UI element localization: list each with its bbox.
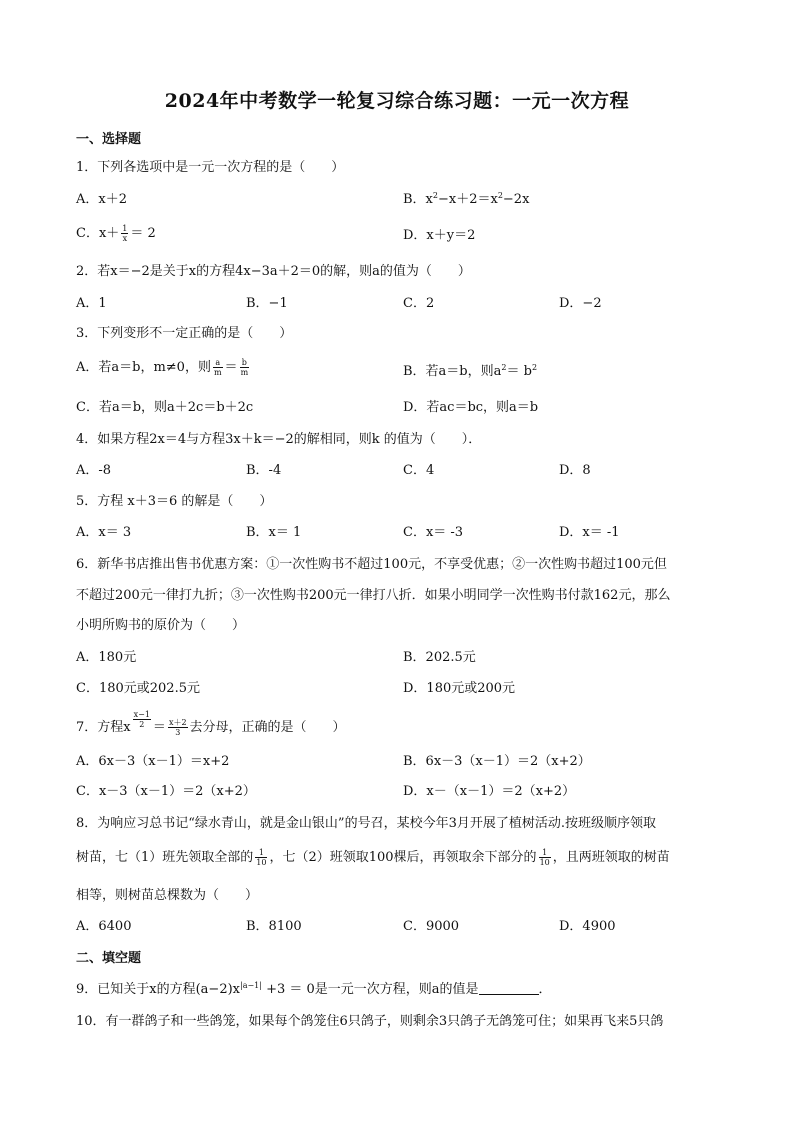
question-6-option-a: A．180元	[76, 650, 137, 665]
question-3-option-c: C．若a＝b，则a＋2c＝b＋2c	[76, 400, 254, 415]
question-5-option-c: C．x＝ -3	[403, 525, 464, 540]
question-1-option-b: B．$x^2-x+2=x^2-2x$	[403, 191, 530, 207]
fraction: $\frac{1}{10}$	[539, 848, 550, 867]
question-3-stem: 3．下列变形不一定正确的是（ ）	[76, 326, 293, 341]
question-2-option-a: A．1	[76, 296, 107, 311]
question-4-option-a: A．-8	[76, 463, 112, 478]
question-4-option-d: D．8	[559, 463, 591, 478]
question-2-stem: 2．若x＝−2是关于x的方程4x−3a＋2＝0的解，则a的值为（ ）	[76, 264, 471, 279]
question-6-line-3: 小明所购书的原价为（ ）	[76, 618, 246, 633]
question-6-option-c: C．180元或202.5元	[76, 681, 200, 696]
question-6-line-2: 不超过200元一律打九折；③一次性购书200元一律打八折．如果小明同学一次性购书付款162元，那么	[76, 588, 671, 603]
answer-blank[interactable]	[479, 994, 539, 995]
question-4-option-b: B．-4	[246, 463, 282, 478]
question-7-stem: 7．方程x $\frac{x-1}{2}$ ＝ $\frac{x+2}{3}$ 去分母，正确的是（ ）	[76, 710, 346, 737]
question-5-stem: 5．方程 x＋3＝6 的解是（ ）	[76, 494, 273, 509]
question-1-option-d: D．x＋y＝2	[403, 228, 476, 243]
question-3-option-a: A．若a＝b，m≠0，则 $\frac{a}{m}$ ＝ $\frac{b}{m}$	[76, 358, 249, 377]
section-heading-choice: 一、选择题	[76, 132, 142, 147]
question-5-option-d: D．x＝ -1	[559, 525, 620, 540]
question-7-option-c: C．x－3（x－1）＝2（x+2）	[76, 784, 256, 799]
question-5-option-b: B．x＝ 1	[246, 525, 302, 540]
fraction: $\frac{1}{x}$	[122, 224, 128, 243]
question-7-option-b: B．6x－3（x－1）＝2（x+2）	[403, 754, 591, 769]
page-title: 2024年中考数学一轮复习综合练习题：一元一次方程	[164, 90, 630, 112]
question-9-stem: 9．已知关于x的方程$(a-2)x^{|a-1|} +3 = 0$是一元一次方程，则a的值是 ．	[76, 981, 552, 997]
question-8-option-c: C．9000	[403, 919, 460, 934]
fraction: $\frac{1}{10}$	[256, 848, 267, 867]
question-8-line-3: 相等，则树苗总棵数为（ ）	[76, 888, 259, 903]
question-10-line-1: 10．有一群鸽子和一些鸽笼，如果每个鸽笼住6只鸽子，则剩余3只鸽子无鸽笼可住；如果再飞来5只鸽	[76, 1014, 664, 1029]
question-3-option-d: D．若ac＝bc，则a＝b	[403, 400, 539, 415]
question-1-option-a: A．x＋2	[76, 192, 127, 207]
question-4-stem: 4．如果方程2x＝4与方程3x＋k＝−2的解相同，则k 的值为（ ）．	[76, 432, 482, 447]
question-4-option-c: C．4	[403, 463, 435, 478]
fraction: $\frac{a}{m}$	[213, 358, 222, 377]
question-1-option-c: C．x＋ $\frac{1}{x}$ ＝ 2	[76, 224, 156, 243]
fraction: $\frac{x-1}{2}$	[133, 710, 150, 729]
question-8-option-b: B．8100	[246, 919, 302, 934]
question-6-line-1: 6．新华书店推出售书优惠方案：①一次性购书不超过100元，不享受优惠；②一次性购书超过100元但	[76, 557, 667, 572]
question-8-line-2: 树苗，七（1）班先领取全部的 $\frac{1}{10}$ ，七（2）班领取100棵后，再领取余下部分的 $\frac{1}{10}$ ，且两班领取的树苗	[76, 848, 670, 867]
question-2-option-c: C．2	[403, 296, 435, 311]
question-2-option-b: B．−1	[246, 296, 288, 311]
question-8-option-d: D．4900	[559, 919, 616, 934]
question-6-option-d: D．180元或200元	[403, 681, 516, 696]
question-5-option-a: A．x＝ 3	[76, 525, 132, 540]
fraction: $\frac{x+2}{3}$	[168, 718, 187, 737]
question-2-option-d: D．−2	[559, 296, 602, 311]
question-6-option-b: B．202.5元	[403, 650, 476, 665]
question-8-line-1: 8．为响应习总书记“绿水青山，就是金山银山”的号召，某校今年3月开展了植树活动.按班级顺序领取	[76, 816, 656, 831]
question-7-option-a: A．6x－3（x－1）＝x+2	[76, 754, 230, 769]
question-1-stem: 1．下列各选项中是一元一次方程的是（ ）	[76, 160, 345, 175]
question-8-option-a: A．6400	[76, 919, 132, 934]
question-7-option-d: D．x－（x－1）＝2（x+2）	[403, 784, 576, 799]
section-heading-fill: 二、填空题	[76, 951, 142, 966]
fraction: $\frac{b}{m}$	[240, 358, 249, 377]
question-3-option-b: B．若a＝b，则$a^2= b^2$	[403, 363, 538, 379]
